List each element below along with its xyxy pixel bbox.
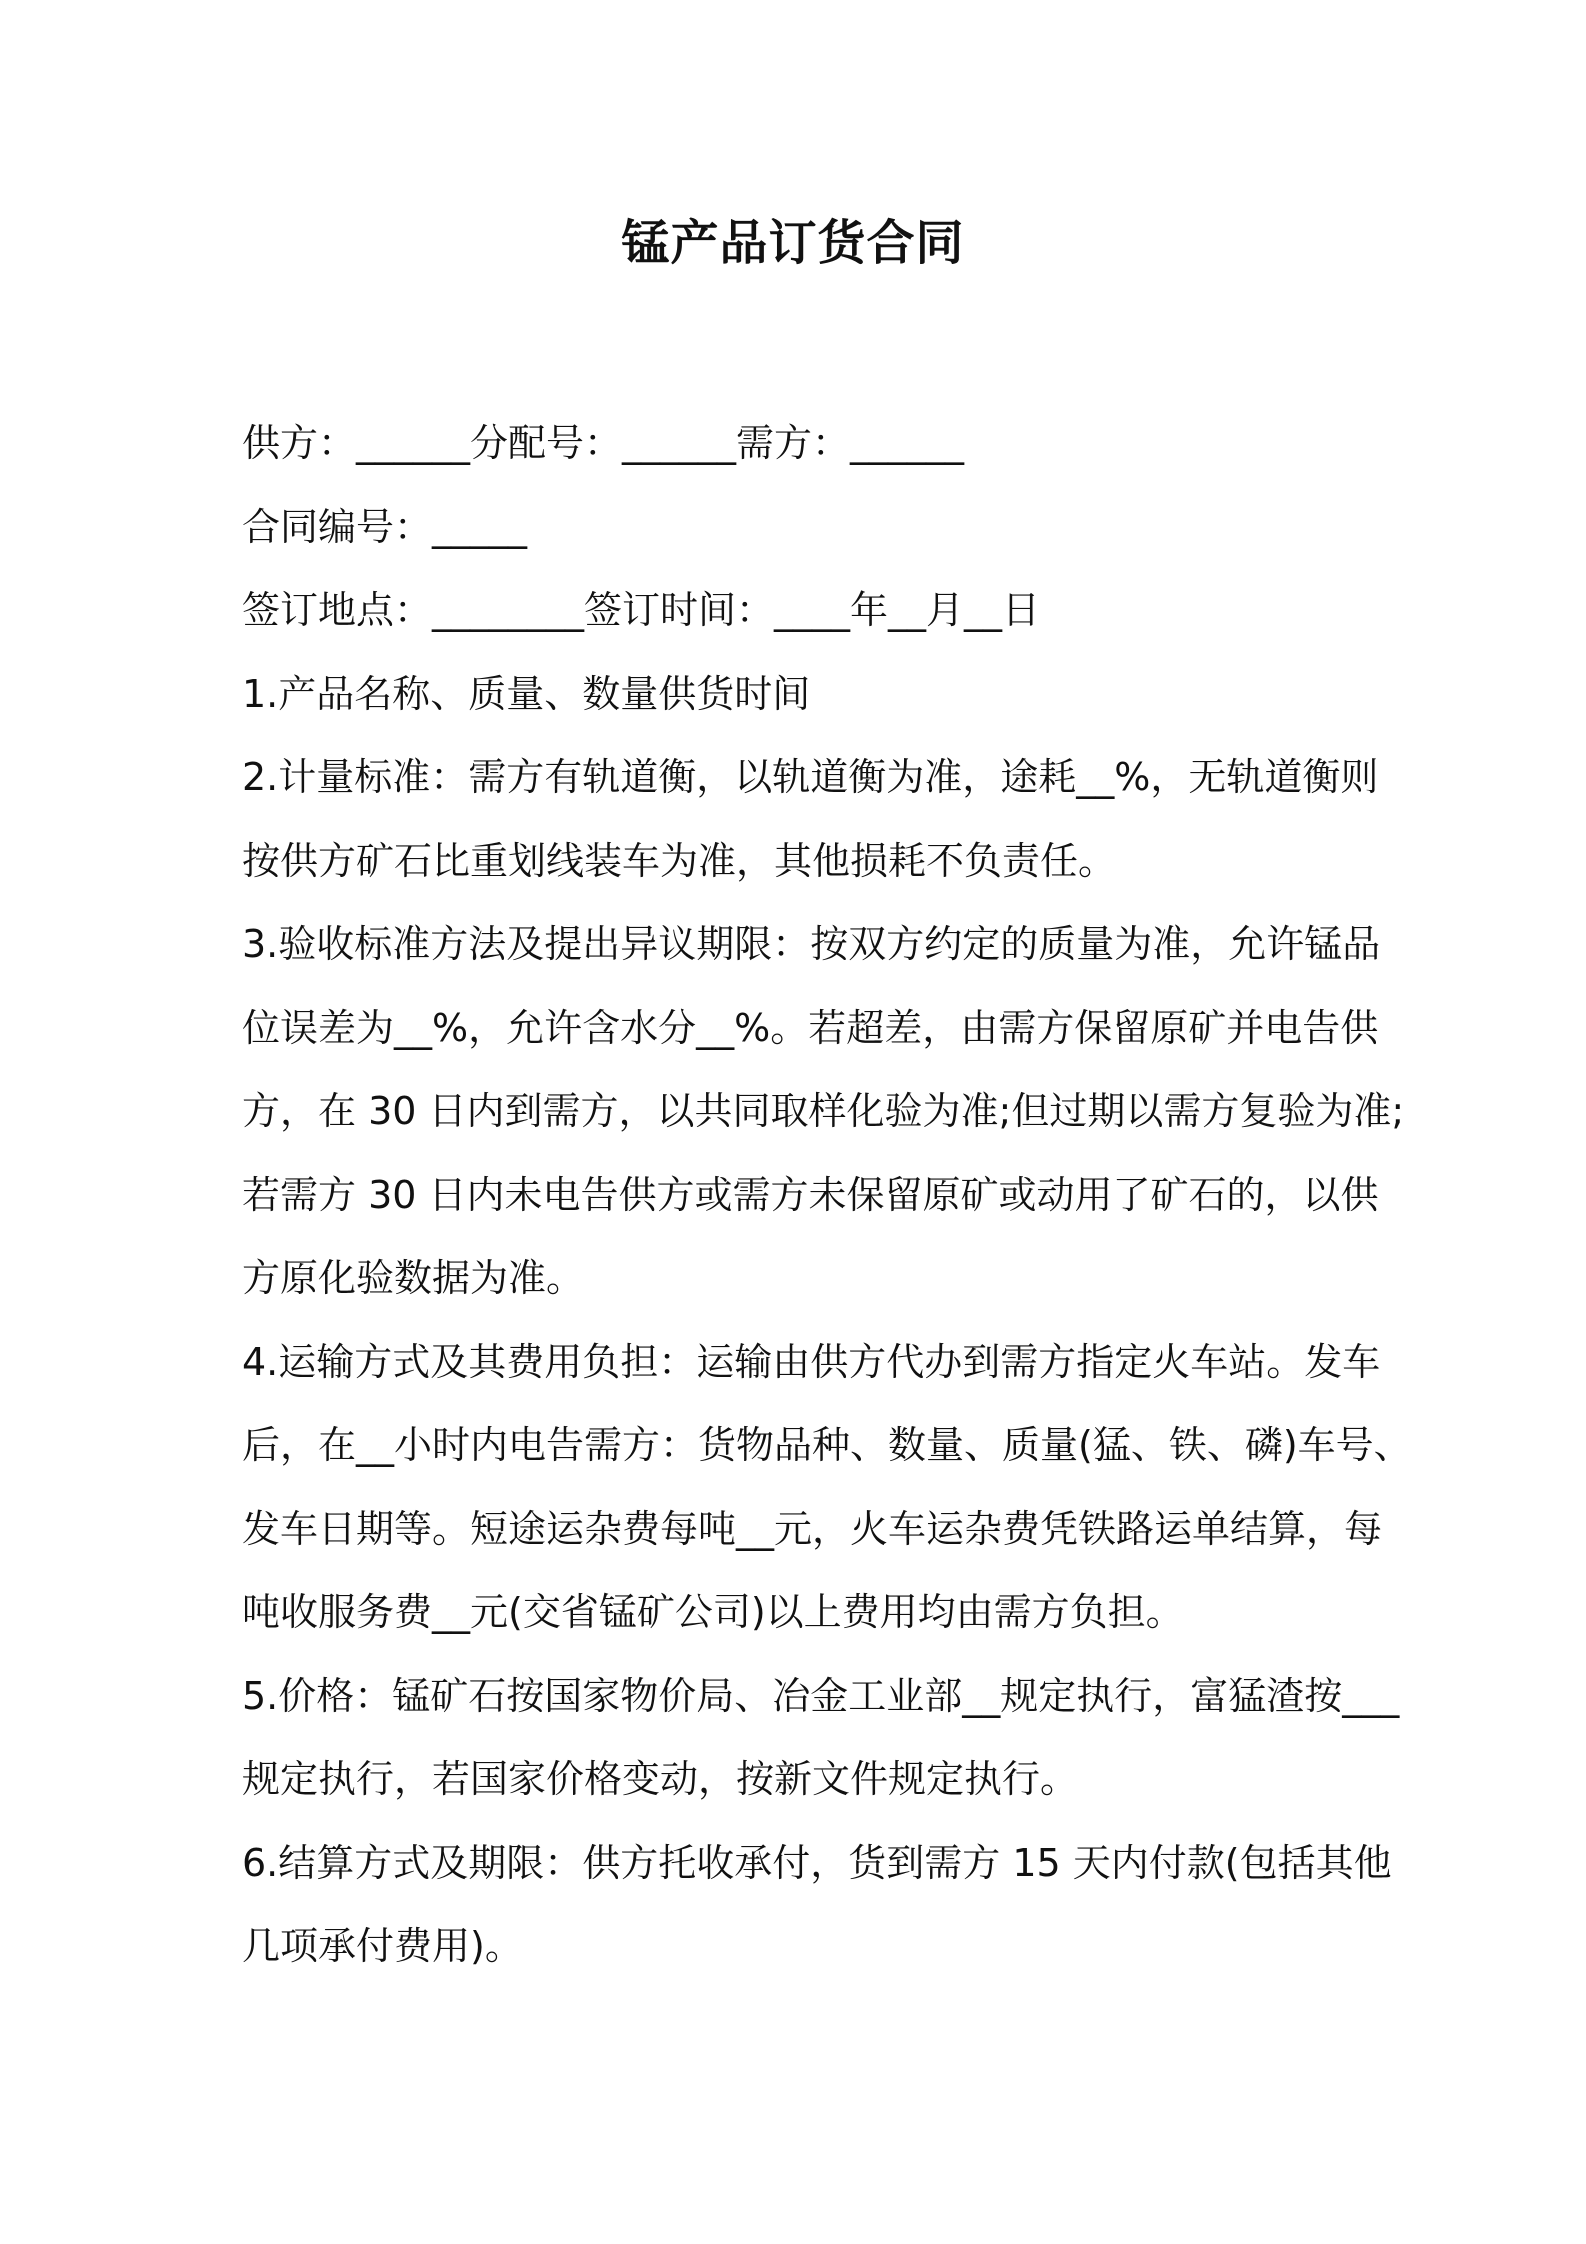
clause-3-line-3: 方，在 30 日内到需方，以共同取样化验为准;但过期以需方复验为准; xyxy=(242,1089,1405,1133)
clause-3-line-2: 位误差为__%，允许含水分__%。若超差，由需方保留原矿并电告供 xyxy=(242,1005,1379,1050)
clause-6-line-1: 6.结算方式及期限：供方托收承付，货到需方 15 天内付款(包括其他 xyxy=(242,1840,1392,1885)
clause-6-line-2: 几项承付费用)。 xyxy=(242,1924,523,1968)
contract-title: 锰产品订货合同 xyxy=(621,215,965,271)
clause-3-line-1: 3.验收标准方法及提出异议期限：按双方约定的质量为准，允许锰品 xyxy=(242,922,1381,966)
clause-4-line-3: 发车日期等。短途运杂费每吨__元，火车运杂费凭铁路运单结算，每 xyxy=(242,1506,1383,1551)
clause-2-line-1: 2.计量标准：需方有轨道衡，以轨道衡为准，途耗__%，无轨道衡则 xyxy=(242,755,1379,799)
clause-4-line-4: 吨收服务费__元(交省锰矿公司)以上费用均由需方负担。 xyxy=(242,1590,1184,1634)
clause-3-line-5: 方原化验数据为准。 xyxy=(242,1256,585,1300)
clause-3-line-4: 若需方 30 日内未电告供方或需方未保留原矿或动用了矿石的，以供 xyxy=(242,1172,1379,1217)
supplier-allocation-buyer-line: 供方：______分配号：______需方：______ xyxy=(242,421,965,465)
clause-5-line-2: 规定执行，若国家价格变动，按新文件规定执行。 xyxy=(242,1757,1079,1801)
clause-2-line-2: 按供方矿石比重划线装车为准，其他损耗不负责任。 xyxy=(242,838,1117,883)
contract-body xyxy=(242,402,1412,1989)
contract-number-line: 合同编号：_____ xyxy=(242,504,528,549)
clause-5-line-1: 5.价格：锰矿石按国家物价局、冶金工业部__规定执行，富猛渣按___ xyxy=(242,1673,1400,1718)
clause-4-line-1: 4.运输方式及其费用负担：运输由供方代办到需方指定火车站。发车 xyxy=(242,1339,1381,1384)
clause-1-line-1: 1.产品名称、质量、数量供货时间 xyxy=(242,671,811,716)
signing-place-time-line: 签订地点：________签订时间：____年__月__日 xyxy=(242,588,1041,632)
clause-4-line-2: 后，在__小时内电告需方：货物品种、数量、质量(猛、铁、磷)车号、 xyxy=(242,1423,1412,1467)
